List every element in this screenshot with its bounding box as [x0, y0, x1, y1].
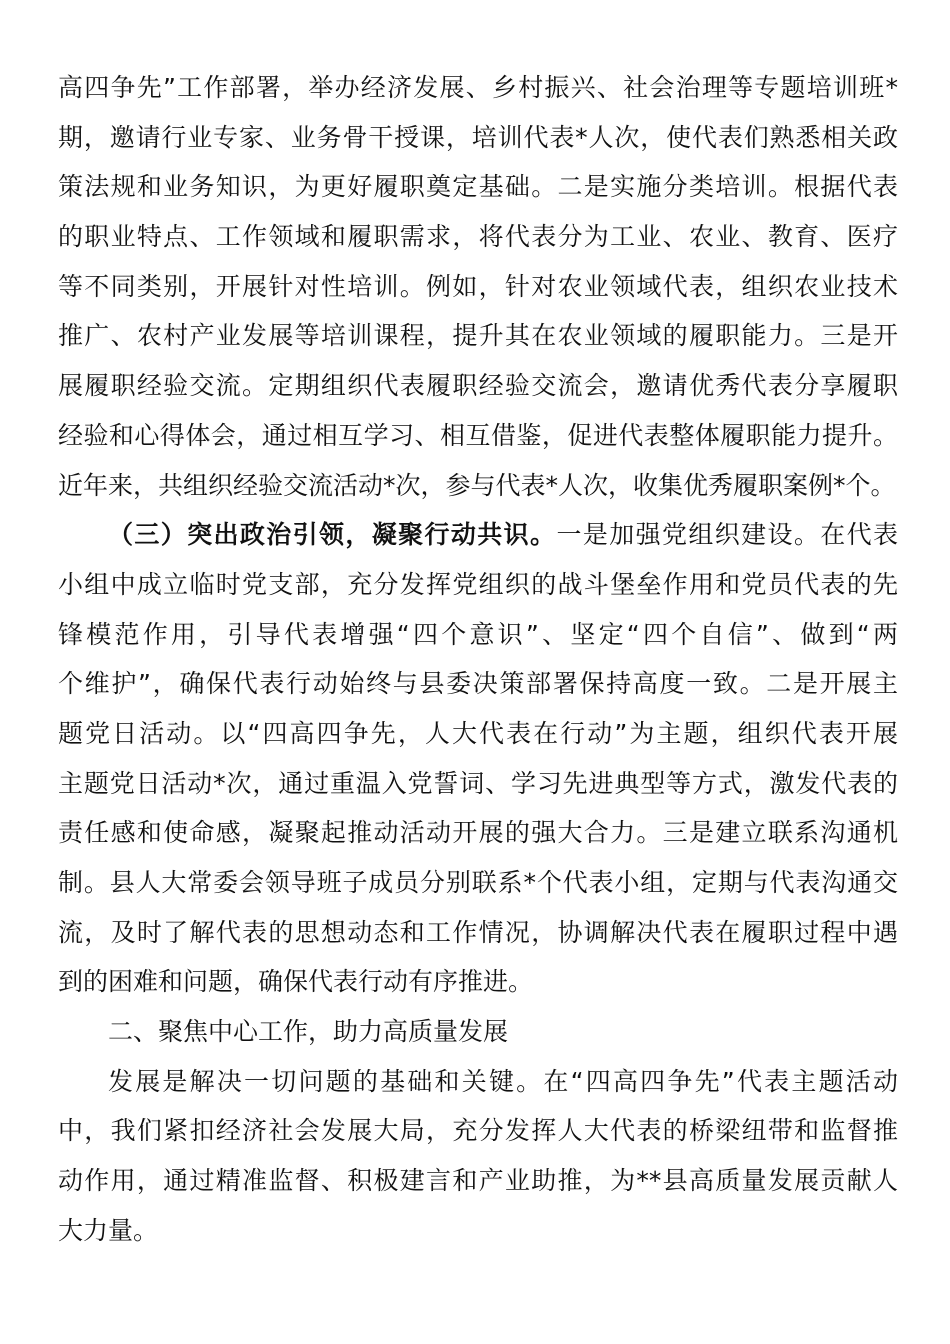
text-line: 的职业特点、工作领域和履职需求，将代表分为工业、农业、教育、医疗 — [58, 222, 898, 252]
text-line: 锋模范作用，引导代表增强“四个意识”、坚定“四个自信”、做到“两 — [58, 619, 898, 649]
text-line: 等不同类别，开展针对性培训。例如，针对农业领域代表，组织农业技术 — [58, 271, 898, 301]
text-line: 发展是解决一切问题的基础和关键。在“四高四争先”代表主题活动 — [108, 1066, 898, 1096]
document-body — [58, 63, 898, 1256]
text-line: 小组中成立临时党支部，充分发挥党组织的战斗堡垒作用和党员代表的先 — [58, 569, 898, 599]
text-line: 期，邀请行业专家、业务骨干授课，培训代表*人次，使代表们熟悉相关政 — [58, 122, 898, 152]
section-three-text: 一是加强党组织建设。在代表 — [556, 520, 898, 550]
text-line: 流，及时了解代表的思想动态和工作情况，协调解决代表在履职过程中遇 — [58, 917, 898, 947]
text-line: 主题党日活动*次，通过重温入党誓词、学习先进典型等方式，激发代表的 — [58, 768, 898, 798]
text-line: 制。县人大常委会领导班子成员分别联系*个代表小组，定期与代表沟通交 — [58, 868, 898, 897]
section-three-heading: （三）突出政治引领，凝聚行动共识。 — [108, 520, 557, 550]
section-two-heading: 二、聚焦中心工作，助力高质量发展 — [108, 1017, 509, 1047]
text-line: 近年来，共组织经验交流活动*次，参与代表*人次，收集优秀履职案例*个。 — [58, 470, 896, 500]
text-line: 个维护”，确保代表行动始终与县委决策部署保持高度一致。二是开展主 — [58, 669, 898, 699]
text-line: 经验和心得体会，通过相互学习、相互借鉴，促进代表整体履职能力提升。 — [58, 420, 898, 450]
text-line: 高四争先”工作部署，举办经济发展、乡村振兴、社会治理等专题培训班* — [58, 73, 898, 102]
text-line: 大力量。 — [58, 1215, 159, 1245]
section-three-heading-line — [58, 510, 898, 560]
text-line: 到的困难和问题，确保代表行动有序推进。 — [58, 967, 534, 997]
text-line: 题党日活动。以“四高四争先，人大代表在行动”为主题，组织代表开展 — [58, 718, 898, 748]
text-line: 动作用，通过精准监督、积极建言和产业助推，为**县高质量发展贡献人 — [58, 1166, 898, 1196]
text-line: 推广、农村产业发展等培训课程，提升其在农业领域的履职能力。三是开 — [58, 321, 898, 351]
text-line: 责任感和使命感，凝聚起推动活动开展的强大合力。三是建立联系沟通机 — [58, 818, 898, 848]
text-line: 中，我们紧扣经济社会发展大局，充分发挥人大代表的桥梁纽带和监督推 — [58, 1116, 898, 1146]
text-line: 策法规和业务知识，为更好履职奠定基础。二是实施分类培训。根据代表 — [58, 172, 898, 202]
text-line: 展履职经验交流。定期组织代表履职经验交流会，邀请优秀代表分享履职 — [58, 371, 898, 401]
